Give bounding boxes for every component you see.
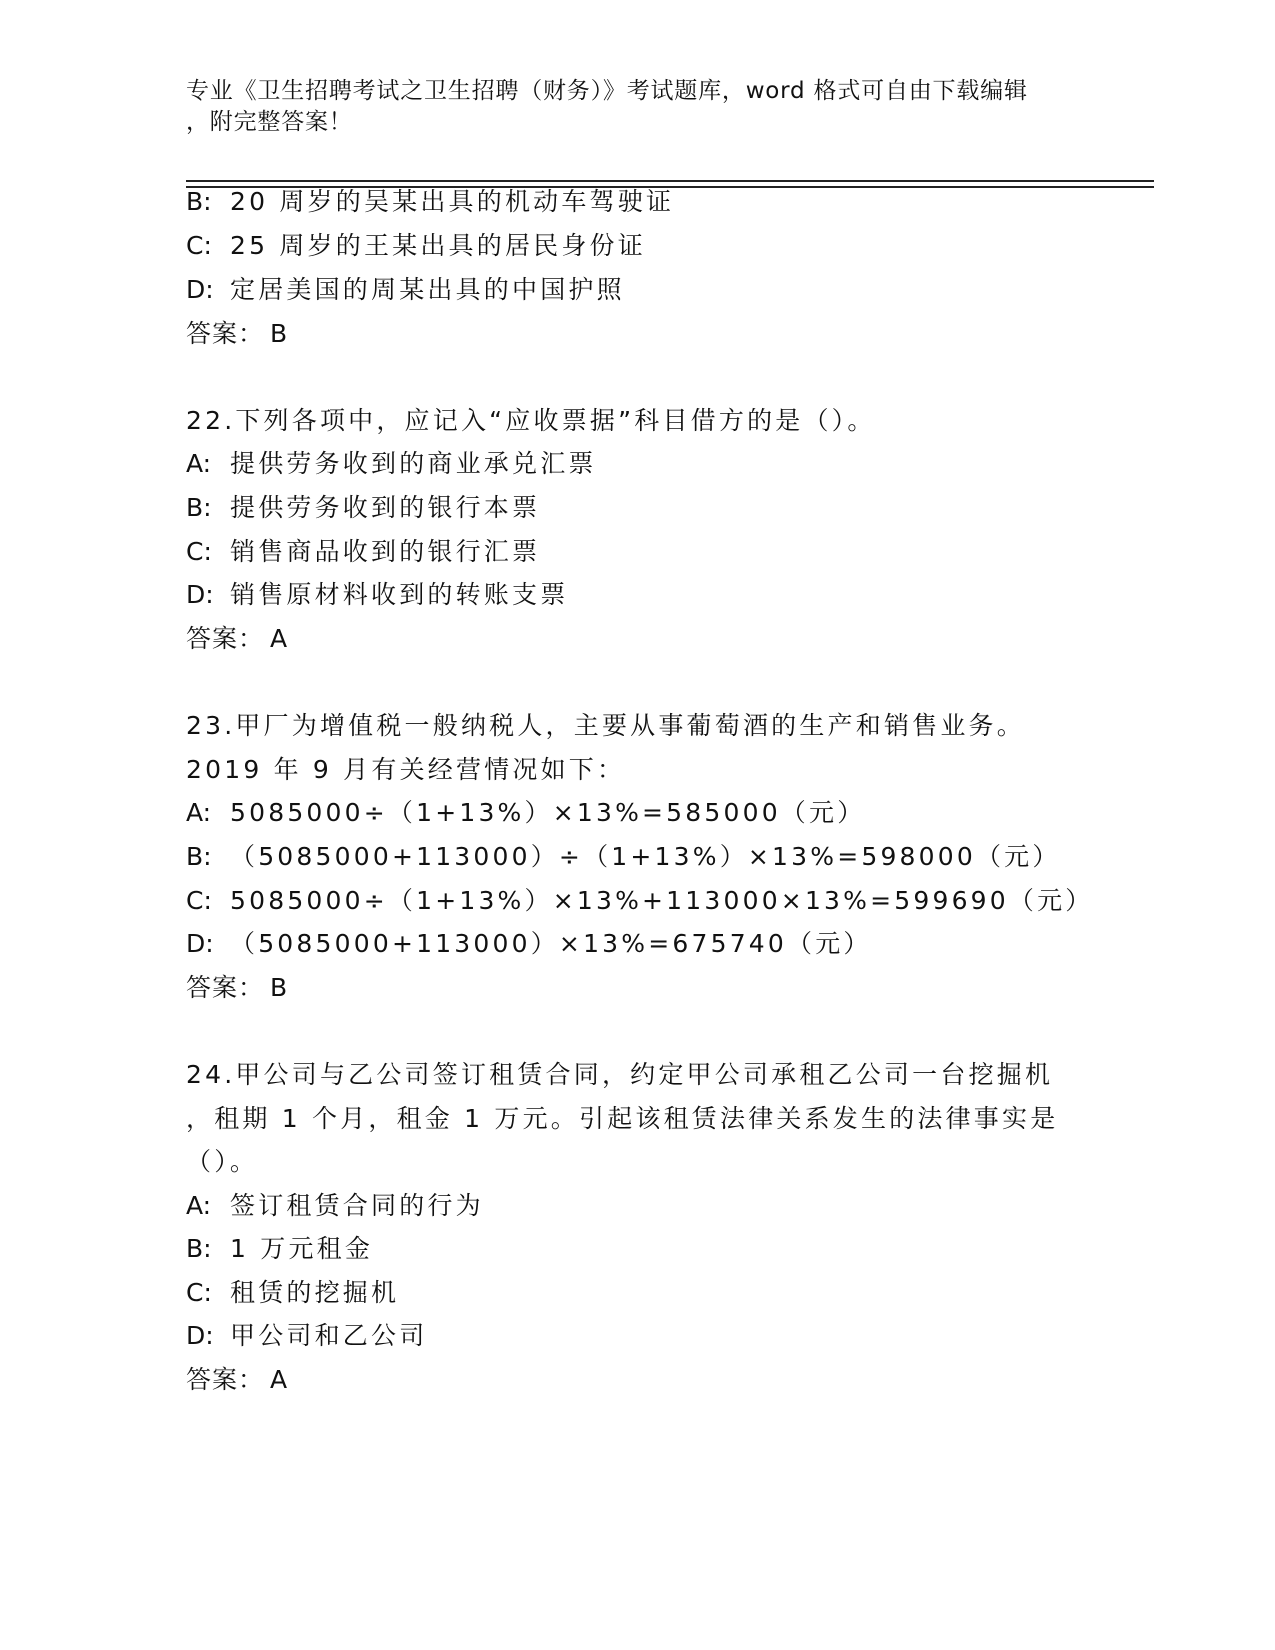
q21-answer <box>186 317 288 351</box>
q24-option-c <box>186 1276 399 1310</box>
q22-option-b <box>186 491 540 525</box>
q22-option-c <box>186 535 540 569</box>
option-text: （5085000+113000）×13%=675740（元） <box>230 929 872 958</box>
option-text: 1 万元租金 <box>230 1234 374 1263</box>
option-label: A: <box>186 798 212 827</box>
answer-value: B <box>270 319 289 348</box>
option-label: B: <box>186 187 212 216</box>
answer-label: 答案： <box>186 973 265 1002</box>
option-label: B: <box>186 1234 212 1263</box>
q23-answer <box>186 971 288 1005</box>
answer-value: A <box>270 624 289 653</box>
q23-option-b <box>186 840 1061 874</box>
option-label: C: <box>186 886 212 915</box>
q24-option-a <box>186 1189 484 1223</box>
header-line-2: ，附完整答案！ <box>186 109 353 135</box>
q24-question-line-1: 24.甲公司与乙公司签订租赁合同，约定甲公司承租乙公司一台挖掘机 <box>186 1060 1054 1089</box>
q23-question-line-2: 2019 年 9 月有关经营情况如下： <box>186 755 626 784</box>
option-text: 租赁的挖掘机 <box>230 1278 400 1307</box>
q23-question-line-1: 23.甲厂为增值税一般纳税人，主要从事葡萄酒的生产和销售业务。 <box>186 711 1025 740</box>
option-label: B: <box>186 493 212 522</box>
q23-option-d <box>186 927 872 961</box>
option-label: D: <box>186 1321 214 1350</box>
q24-option-d <box>186 1319 427 1353</box>
option-label: C: <box>186 1278 212 1307</box>
option-text: 签订租赁合同的行为 <box>230 1191 484 1220</box>
q24-option-b <box>186 1232 373 1266</box>
answer-label: 答案： <box>186 624 265 653</box>
answer-value: B <box>270 973 289 1002</box>
q22-answer <box>186 622 288 656</box>
answer-value: A <box>270 1365 289 1394</box>
q21-option-b <box>186 185 674 219</box>
q24-question-line-3: （）。 <box>186 1147 259 1176</box>
option-label: A: <box>186 449 212 478</box>
q24-question-line-2: ，租期 1 个月，租金 1 万元。引起该租赁法律关系发生的法律事实是 <box>186 1104 1059 1133</box>
q22-option-a <box>186 447 597 481</box>
option-text: 甲公司和乙公司 <box>230 1321 428 1350</box>
option-text: 提供劳务收到的银行本票 <box>230 493 541 522</box>
option-label: D: <box>186 929 214 958</box>
q23-option-c <box>186 884 1094 918</box>
option-label: C: <box>186 231 212 260</box>
header-divider-top <box>186 180 1154 182</box>
option-text: 提供劳务收到的商业承兑汇票 <box>230 449 597 478</box>
header-line-1: 专业《卫生招聘考试之卫生招聘（财务）》考试题库，word 格式可自由下载编辑 <box>186 78 1028 104</box>
option-text: 5085000÷（1+13%）×13%=585000（元） <box>230 798 866 827</box>
q24-answer <box>186 1363 288 1397</box>
option-label: D: <box>186 275 214 304</box>
option-text: 定居美国的周某出具的中国护照 <box>230 275 625 304</box>
option-label: C: <box>186 537 212 566</box>
option-text: 25 周岁的王某出具的居民身份证 <box>230 231 646 260</box>
option-text: 销售商品收到的银行汇票 <box>230 537 541 566</box>
option-text: （5085000+113000）÷（1+13%）×13%=598000（元） <box>230 842 1061 871</box>
q23-option-a <box>186 796 865 830</box>
option-text: 20 周岁的吴某出具的机动车驾驶证 <box>230 187 675 216</box>
answer-label: 答案： <box>186 1365 265 1394</box>
option-label: B: <box>186 842 212 871</box>
answer-label: 答案： <box>186 319 265 348</box>
option-label: D: <box>186 580 214 609</box>
q22-question: 22.下列各项中，应记入“应收票据”科目借方的是（）。 <box>186 406 876 435</box>
document-header <box>186 76 1086 138</box>
option-text: 5085000÷（1+13%）×13%+113000×13%=599690（元） <box>230 886 1094 915</box>
q22-option-d <box>186 578 568 612</box>
option-text: 销售原材料收到的转账支票 <box>230 580 569 609</box>
option-label: A: <box>186 1191 212 1220</box>
q21-option-d <box>186 273 625 307</box>
q21-option-c <box>186 229 646 263</box>
